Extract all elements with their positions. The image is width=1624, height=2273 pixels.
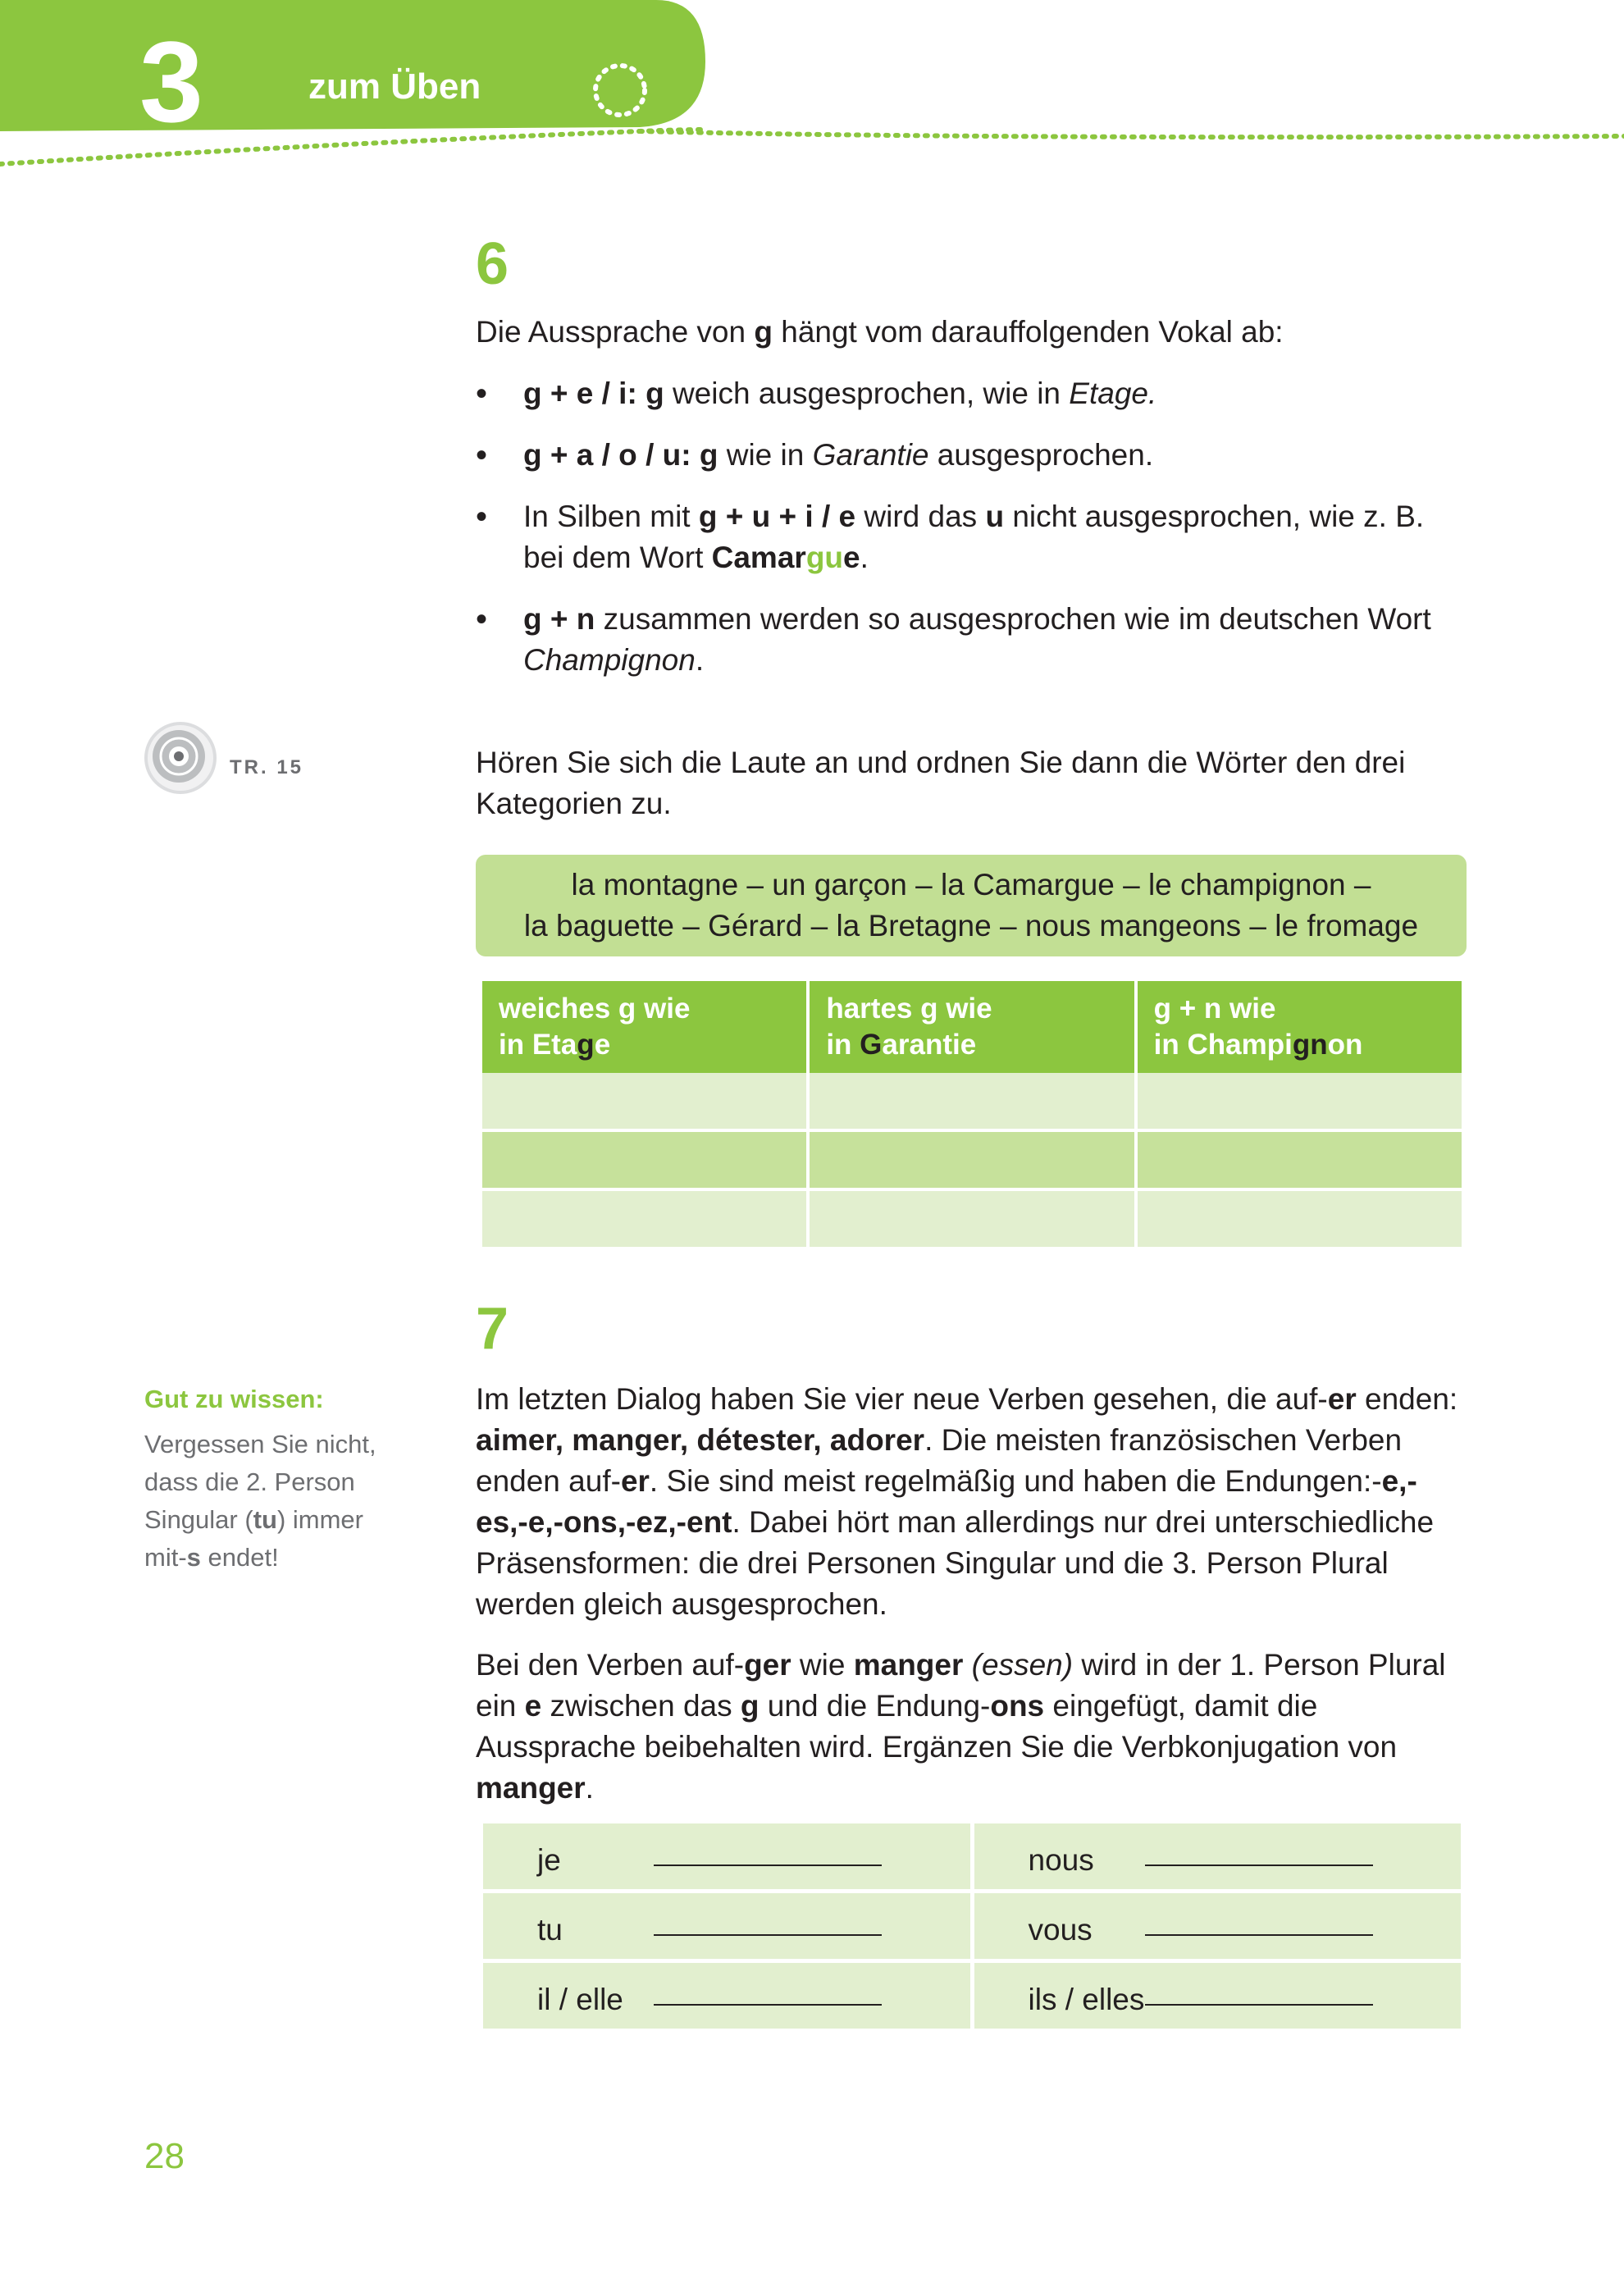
conjugation-cell <box>483 1963 970 2029</box>
pronoun-label: ils / elles <box>1028 1983 1145 2016</box>
category-header-soft-g: weiches g wie in Etage <box>482 981 806 1073</box>
pronunciation-rules-list <box>476 373 1460 701</box>
answer-blank[interactable] <box>1145 1986 1373 2006</box>
exercise-6-task: Hören Sie sich die Laute an und ordnen Sie dann die Wörter den drei Kategorien zu. <box>476 746 1406 820</box>
sidebar-note: Vergessen Sie nicht, dass die 2. Person Singular (tu) immer mit-s endet! <box>144 1430 376 1572</box>
pronoun-label: il / elle <box>537 1983 623 2016</box>
audio-track-label: TR. 15 <box>230 756 304 778</box>
pronoun-label: tu <box>537 1913 563 1947</box>
conjugation-cell <box>974 1893 1462 1959</box>
answer-cell[interactable] <box>810 1073 1134 1132</box>
answer-cell[interactable] <box>1138 1191 1462 1250</box>
list-item: • g + n zusammen werden so ausgesprochen wie im deutschen Wort Champignon. <box>476 599 1460 681</box>
answer-cell[interactable] <box>482 1132 806 1191</box>
table-row <box>482 1073 1462 1132</box>
answer-blank[interactable] <box>654 1846 882 1866</box>
exercise-6-intro: Die Aussprache von g hängt vom darauffolgenden Vokal ab: <box>476 315 1284 349</box>
sidebar-title: Gut zu wissen: <box>144 1385 324 1413</box>
chapter-title: zum Üben <box>308 66 481 107</box>
answer-cell[interactable] <box>1138 1073 1462 1132</box>
answer-blank[interactable] <box>654 1916 882 1936</box>
chapter-header-banner <box>0 0 1624 180</box>
answer-cell[interactable] <box>810 1132 1134 1191</box>
word-bank-line: la montagne – un garçon – la Camargue – le champignon – <box>571 868 1371 901</box>
list-item: • g + e / i: g weich ausgesprochen, wie in Etage. <box>476 373 1460 414</box>
conjugation-cell <box>483 1823 970 1889</box>
table-row <box>483 1963 1461 2029</box>
category-table <box>479 981 1465 1250</box>
category-header-gn: g + n wie in Champignon <box>1138 981 1462 1073</box>
word-bank-line: la baguette – Gérard – la Bretagne – nous mangeons – le fromage <box>523 909 1419 943</box>
conjugation-cell <box>974 1823 1462 1889</box>
pronoun-label: vous <box>1028 1913 1093 1947</box>
table-row <box>482 1132 1462 1191</box>
pronoun-label: nous <box>1028 1843 1094 1877</box>
audio-cd-icon[interactable] <box>141 719 220 797</box>
table-row <box>483 1893 1461 1959</box>
list-item: • g + a / o / u: g wie in Garantie ausgesprochen. <box>476 435 1460 476</box>
exercise-6-number: 6 <box>476 231 509 297</box>
answer-cell[interactable] <box>810 1191 1134 1250</box>
table-row <box>482 1191 1462 1250</box>
answer-blank[interactable] <box>1145 1846 1373 1866</box>
answer-blank[interactable] <box>1145 1916 1373 1936</box>
page-number: 28 <box>144 2136 185 2176</box>
answer-blank[interactable] <box>654 1986 882 2006</box>
conjugation-cell <box>974 1963 1462 2029</box>
conjugation-table <box>479 1819 1465 2033</box>
exercise-7-number: 7 <box>476 1296 509 1362</box>
answer-cell[interactable] <box>1138 1132 1462 1191</box>
word-bank <box>476 855 1467 956</box>
exercise-7-paragraph-2: Bei den Verben auf-ger wie manger (essen) wird in der 1. Person Plural ein e zwischen das g und die Endung-ons eingefügt, damit die Aussprache beibehalten wird. Ergänzen Sie die Verbkonjugation von manger. <box>476 1648 1446 1805</box>
pronoun-label: je <box>537 1843 561 1877</box>
chapter-number: 3 <box>139 17 203 146</box>
table-row <box>483 1823 1461 1889</box>
exercise-7-paragraph-1: Im letzten Dialog haben Sie vier neue Verben gesehen, die auf-er enden: aimer, manger, détester, adorer. Die meisten französischen Verben enden auf-er. Sie sind meist regelmäßig und haben die Endungen:-e,-es,-e,-ons,-ez,-ent. Dabei hört man allerdings nur drei unterschiedliche Präsensformen: die drei Personen Singular und die 3. Person Plural werden gleich ausgesprochen. <box>476 1382 1458 1621</box>
category-header-hard-g: hartes g wie in Garantie <box>810 981 1134 1073</box>
answer-cell[interactable] <box>482 1073 806 1132</box>
list-item: • In Silben mit g + u + i / e wird das u nicht ausgesprochen, wie z. B. bei dem Wort Camargue. <box>476 496 1460 578</box>
conjugation-cell <box>483 1893 970 1959</box>
answer-cell[interactable] <box>482 1191 806 1250</box>
